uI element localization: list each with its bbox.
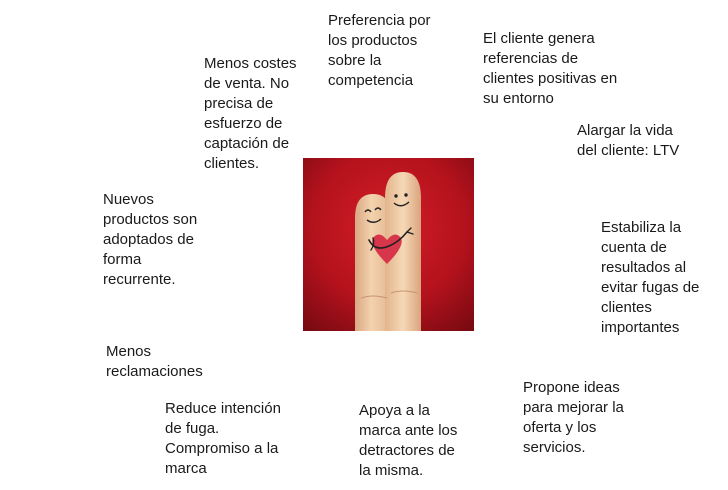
benefit-reduce-fuga: Reduce intención de fuga. Compromiso a la marca [165,400,281,477]
benefit-reclamaciones: Menos reclamaciones [106,343,203,380]
benefit-propone-ideas: Propone ideas para mejorar la oferta y los servicios. [523,379,624,456]
benefit-referencias: El cliente genera referencias de clientes positivas en su entorno [483,30,618,107]
right-eye [404,193,407,196]
benefit-ltv: Alargar la vida del cliente: LTV [577,122,680,159]
benefit-apoya-marca: Apoya a la marca ante los detractores de la misma. [359,402,458,479]
right-eye [394,194,397,197]
hugging-fingers-photo [303,158,474,331]
benefit-menos-costes: Menos costes de venta. No precisa de esfuerzo de captación de clientes. [204,55,297,172]
benefit-preferencia: Preferencia por los productos sobre la competencia [328,12,431,89]
benefit-estabiliza: Estabiliza la cuenta de resultados al evitar fugas de clientes importantes [601,219,700,336]
benefit-nuevos-productos: Nuevos productos son adoptados de forma recurrente. [103,191,198,288]
